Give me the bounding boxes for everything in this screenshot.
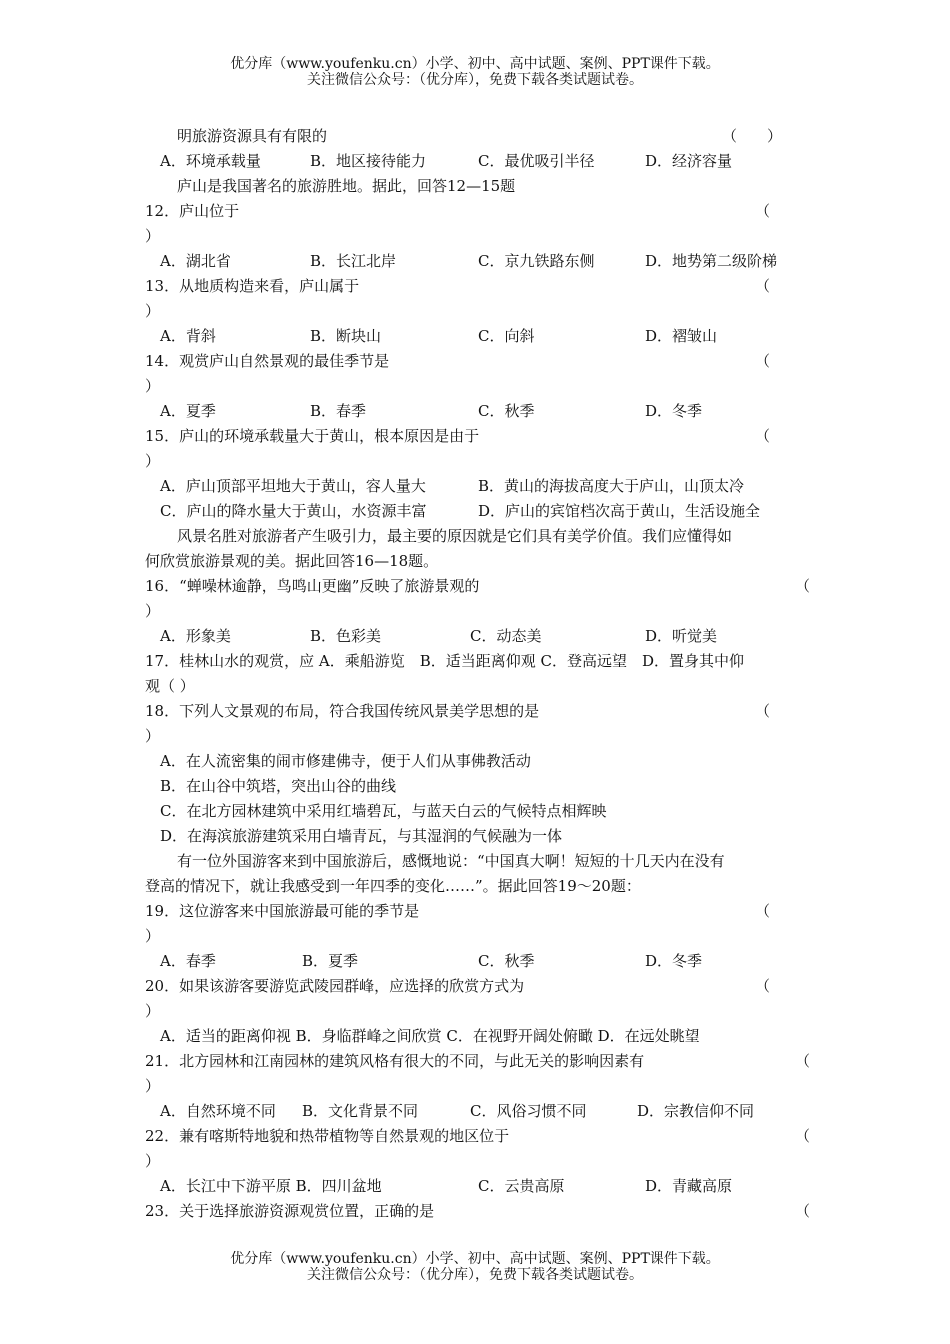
header-line-2: 关注微信公众号：（优分库），免费下载各类试题试卷。 xyxy=(307,72,643,88)
q22-close: ） xyxy=(145,1152,161,1170)
q18-close: ） xyxy=(145,727,161,745)
q15-stem: 15．庐山的环境承载量大于黄山，根本原因是由于 xyxy=(145,427,480,445)
q19-stem: 19．这位游客来中国旅游最可能的季节是 xyxy=(145,902,420,920)
q16-close: ） xyxy=(145,602,161,620)
q15-option-a: A．庐山顶部平坦地大于黄山，容人量大 xyxy=(160,477,426,495)
q14-option-a: A．夏季 xyxy=(160,402,216,420)
intro-foreign-tourist-line-2: 登高的情况下，就让我感受到一年四季的变化……”。据此回答19～20题： xyxy=(145,877,641,895)
q18-option-a: A．在人流密集的闹市修建佛寺，便于人们从事佛教活动 xyxy=(160,752,531,770)
intro-aesthetics-line-1: 风景名胜对旅游者产生吸引力，最主要的原因就是它们具有美学价值。我们应懂得如 xyxy=(177,527,733,545)
q15-close: ） xyxy=(145,452,161,470)
q21-option-a: A．自然环境不同 xyxy=(160,1102,276,1120)
q19-option-b: B．夏季 xyxy=(302,952,359,970)
q22-paren: （ xyxy=(795,1127,811,1145)
q16-paren: （ xyxy=(795,577,811,595)
q19-close: ） xyxy=(145,927,161,945)
q16-option-a: A．形象美 xyxy=(160,627,231,645)
q16-option-c: C．动态美 xyxy=(470,627,542,645)
footer-line-2: 关注微信公众号：（优分库），免费下载各类试题试卷。 xyxy=(307,1267,643,1283)
q18-option-d: D．在海滨旅游建筑采用白墙青瓦，与其湿润的气候融为一体 xyxy=(160,827,563,845)
q21-stem: 21．北方园林和江南园林的建筑风格有很大的不同，与此无关的影响因素有 xyxy=(145,1052,645,1070)
q16-option-b: B．色彩美 xyxy=(310,627,382,645)
q18-paren: （ xyxy=(755,702,771,720)
q11-option-d: D．经济容量 xyxy=(645,152,733,170)
q17-line-2: 观（ ） xyxy=(145,677,195,695)
page-header xyxy=(0,56,950,88)
q13-option-c: C．向斜 xyxy=(478,327,535,345)
q13-option-d: D．褶皱山 xyxy=(645,327,718,345)
footer-line-1: 优分库（www.youfenku.cn）小学、初中、高中试题、案例、PPT课件下载。 xyxy=(230,1251,720,1267)
header-line-1: 优分库（www.youfenku.cn）小学、初中、高中试题、案例、PPT课件下载。 xyxy=(230,56,720,72)
q14-close: ） xyxy=(145,377,161,395)
q18-stem: 18．下列人文景观的布局，符合我国传统风景美学思想的是 xyxy=(145,702,540,720)
q17-line-1: 17．桂林山水的观赏，应 A．乘船游览 B．适当距离仰观 C．登高远望 D．置身其中仰 xyxy=(145,652,744,670)
q22-stem: 22．兼有喀斯特地貌和热带植物等自然景观的地区位于 xyxy=(145,1127,510,1145)
q20-options: A．适当的距离仰视 B．身临群峰之间欣赏 C．在视野开阔处俯瞰 D．在远处眺望 xyxy=(160,1027,700,1045)
q18-option-b: B．在山谷中筑塔，突出山谷的曲线 xyxy=(160,777,397,795)
q20-close: ） xyxy=(145,1002,161,1020)
q12-option-d: D．地势第二级阶梯 xyxy=(645,252,778,270)
q22-option-ab: A．长江中下游平原 B．四川盆地 xyxy=(160,1177,382,1195)
q21-paren: （ xyxy=(795,1052,811,1070)
q21-option-b: B．文化背景不同 xyxy=(302,1102,419,1120)
q23-paren: （ xyxy=(795,1202,811,1220)
q12-paren: （ xyxy=(755,202,771,220)
intro-aesthetics-line-2: 何欣赏旅游景观的美。据此回答16—18题。 xyxy=(145,552,439,570)
q20-paren: （ xyxy=(755,977,771,995)
q21-close: ） xyxy=(145,1077,161,1095)
q11-option-a: A．环境承载量 xyxy=(160,152,261,170)
q22-option-c: C．云贵高原 xyxy=(478,1177,565,1195)
q15-option-b: B．黄山的海拔高度大于庐山，山顶太冷 xyxy=(478,477,745,495)
q12-stem: 12．庐山位于 xyxy=(145,202,240,220)
q13-paren: （ xyxy=(755,277,771,295)
q19-option-d: D．冬季 xyxy=(645,952,703,970)
q13-option-a: A．背斜 xyxy=(160,327,216,345)
q14-stem: 14．观赏庐山自然景观的最佳季节是 xyxy=(145,352,390,370)
q15-paren: （ xyxy=(755,427,771,445)
q14-paren: （ xyxy=(755,352,771,370)
q12-option-b: B．长江北岸 xyxy=(310,252,397,270)
intro-foreign-tourist-line-1: 有一位外国游客来到中国旅游后，感慨地说：“中国真大啊！短短的十几天内在没有 xyxy=(177,852,725,870)
q14-option-b: B．春季 xyxy=(310,402,367,420)
q11-paren: （ ） xyxy=(722,127,783,145)
q20-stem: 20．如果该游客要游览武陵园群峰，应选择的欣赏方式为 xyxy=(145,977,525,995)
q13-close: ） xyxy=(145,302,161,320)
q18-option-c: C．在北方园林建筑中采用红墙碧瓦，与蓝天白云的气候特点相辉映 xyxy=(160,802,607,820)
q11-option-c: C．最优吸引半径 xyxy=(478,152,595,170)
q11-stem: 明旅游资源具有有限的 xyxy=(177,127,328,145)
q19-option-a: A．春季 xyxy=(160,952,216,970)
q23-stem: 23．关于选择旅游资源观赏位置，正确的是 xyxy=(145,1202,435,1220)
q14-option-d: D．冬季 xyxy=(645,402,703,420)
q16-option-d: D．听觉美 xyxy=(645,627,718,645)
q11-option-b: B．地区接待能力 xyxy=(310,152,427,170)
q15-option-d: D．庐山的宾馆档次高于黄山，生活设施全 xyxy=(478,502,761,520)
q13-stem: 13．从地质构造来看，庐山属于 xyxy=(145,277,360,295)
q12-option-c: C．京九铁路东侧 xyxy=(478,252,595,270)
q12-option-a: A．湖北省 xyxy=(160,252,231,270)
q19-paren: （ xyxy=(755,902,771,920)
q16-stem: 16．“蝉噪林逾静，鸟鸣山更幽”反映了旅游景观的 xyxy=(145,577,480,595)
q14-option-c: C．秋季 xyxy=(478,402,535,420)
intro-lushan: 庐山是我国著名的旅游胜地。据此，回答12—15题 xyxy=(177,177,516,195)
q22-option-d: D．青藏高原 xyxy=(645,1177,733,1195)
q21-option-d: D．宗教信仰不同 xyxy=(637,1102,755,1120)
q15-option-c: C．庐山的降水量大于黄山，水资源丰富 xyxy=(160,502,427,520)
page-footer xyxy=(0,1251,950,1283)
q21-option-c: C．风俗习惯不同 xyxy=(470,1102,587,1120)
q13-option-b: B．断块山 xyxy=(310,327,382,345)
q19-option-c: C．秋季 xyxy=(478,952,535,970)
q12-close: ） xyxy=(145,227,161,245)
